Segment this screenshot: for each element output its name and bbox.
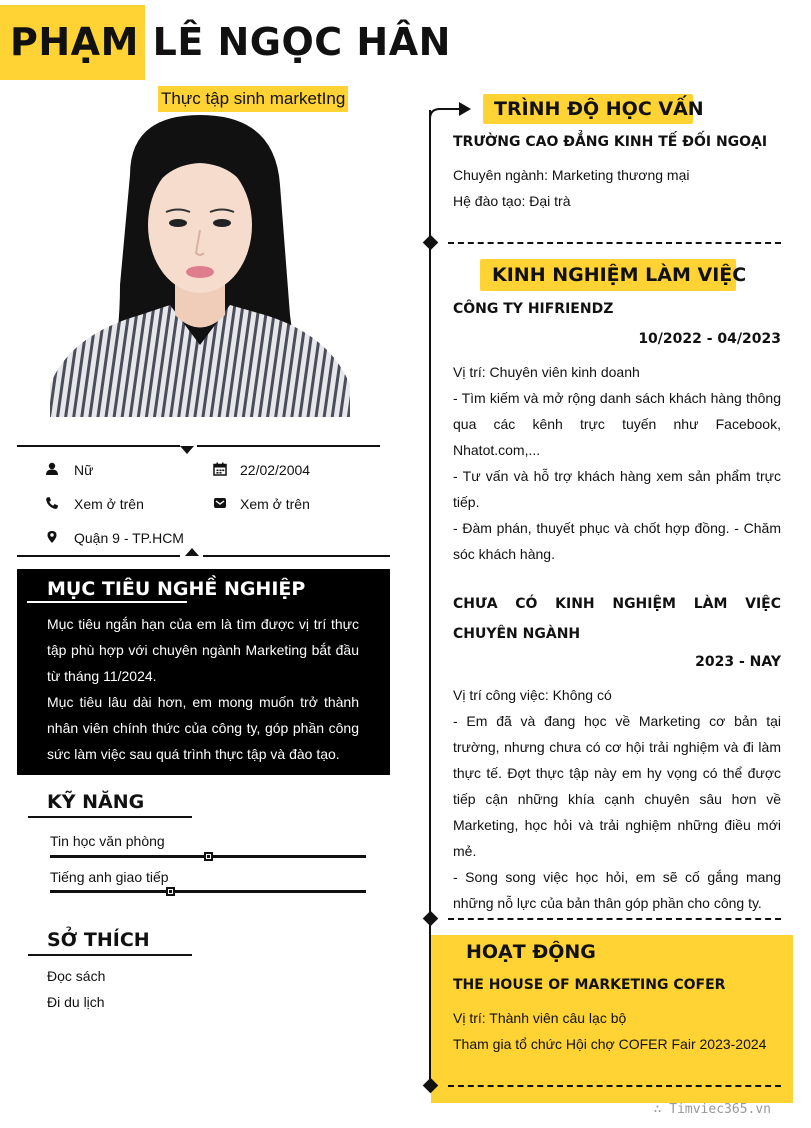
hobby-item: Đi du lịch [47,994,105,1010]
skill-level-handle [166,887,175,896]
objective-section [17,569,390,775]
skills-title: KỸ NĂNG [47,791,145,813]
email-value: Xem ở trên [240,496,310,512]
profile-photo [50,115,350,417]
phone-value: Xem ở trên [74,496,144,512]
address-value: Quận 9 - TP.HCM [74,530,184,546]
watermark-text: Timviec365.vn [669,1102,771,1117]
timeline-node [423,911,439,927]
skill-label: Tin học văn phòng [50,833,165,849]
job-position: Vị trí công việc: Không có [453,687,612,703]
job-duty: - Em đã và đang học về Marketing cơ bản tại trường, nhưng chưa có cơ hội trải nghiệm và đi làm thực tế. Đợt thực tập này em hy vọng có thể được tiếp cận những khía cạnh chuyên sâu hơn về Marketing, học hỏi và trải nghiệm những điều mới mẻ. [453,713,781,859]
objective-long-term: Mục tiêu lâu dài hơn, em mong muốn trở thành nhân viên chính thức của công ty, góp phần công sức làm việc sau quá trình thực tập và đào tạo. [47,694,359,762]
watermark: ∴ Timviec365.vn [653,1102,771,1117]
skills-underline [28,816,192,818]
job-duty: - Đàm phán, thuyết phục và chốt hợp đồng. - Chăm sóc khách hàng. [453,520,781,562]
section-divider [448,242,781,244]
training-system: Hệ đào tạo: Đại trà [453,193,571,209]
objective-short-term: Mục tiêu ngắn hạn của em là tìm được vị trí thực tập phù hợp với chuyên ngành Marketing bắt đầu từ tháng 11/2024. [47,616,359,684]
activities-title: HOẠT ĐỘNG [466,941,596,963]
info-divider-left [17,445,180,447]
section-divider [448,1085,781,1087]
organization-name: THE HOUSE OF MARKETING COFER [453,977,726,993]
job-position: Vị trí: Chuyên viên kinh doanh [453,364,640,380]
skill-bar [50,890,366,893]
objective-underline [27,601,187,603]
section-divider [448,918,781,920]
hobbies-underline [28,954,192,956]
timeline-node [423,235,439,251]
activity-detail: Tham gia tổ chức Hội chợ COFER Fair 2023-2024 [453,1036,767,1052]
info-bottom-divider-left [17,555,180,557]
timeline-arrow-icon [429,100,473,120]
job-details [453,708,781,916]
info-bottom-divider-right [203,555,390,557]
dob-value: 22/02/2004 [240,462,311,478]
job-details [453,385,781,567]
job-duty: - Tư vấn và hỗ trợ khách hàng xem sản phẩm trực tiếp. [453,468,781,510]
objective-text [47,611,359,767]
school-name: TRƯỜNG CAO ĐẲNG KINH TẾ ĐỐI NGOẠI [453,134,768,150]
objective-title: MỤC TIÊU NGHỀ NGHIỆP [47,578,306,600]
info-divider-arrow [180,446,194,454]
activity-position: Vị trí: Thành viên câu lạc bộ [453,1010,627,1026]
skill-level-handle [204,852,213,861]
job-duty: - Tìm kiếm và mở rộng danh sách khách hàng thông qua các kênh trực tuyến như Facebook, Nhatot.com,... [453,390,781,458]
location-icon [45,529,59,548]
education-title: TRÌNH ĐỘ HỌC VẤN [494,98,704,120]
job-period: 10/2022 - 04/2023 [638,331,781,347]
gender-value: Nữ [74,462,94,478]
company-name: CÔNG TY HIFRIENDZ [453,301,614,317]
job-duty: - Song song việc học hỏi, em sẽ cố gắng mang những nỗ lực của bản thân góp phần cho công ty. [453,869,781,911]
email-icon [213,495,227,514]
calendar-icon [213,461,227,480]
info-bottom-arrow [185,548,199,556]
hobbies-title: SỞ THÍCH [47,929,150,951]
skill-label: Tiếng anh giao tiếp [50,869,169,885]
job-title: Thực tập sinh marketIng [158,86,348,112]
job-period: 2023 - NAY [695,654,781,670]
person-icon [45,461,59,480]
phone-icon [45,495,59,514]
company-name: CHƯA CÓ KINH NGHIỆM LÀM VIỆC CHUYÊN NGÀNH [453,596,781,642]
hobby-item: Đọc sách [47,968,106,984]
candidate-name: PHẠM LÊ NGỌC HÂN [10,20,451,64]
info-divider-right [197,445,380,447]
major: Chuyên ngành: Marketing thương mại [453,167,690,183]
experience-title: KINH NGHIỆM LÀM VIỆC [492,264,747,286]
